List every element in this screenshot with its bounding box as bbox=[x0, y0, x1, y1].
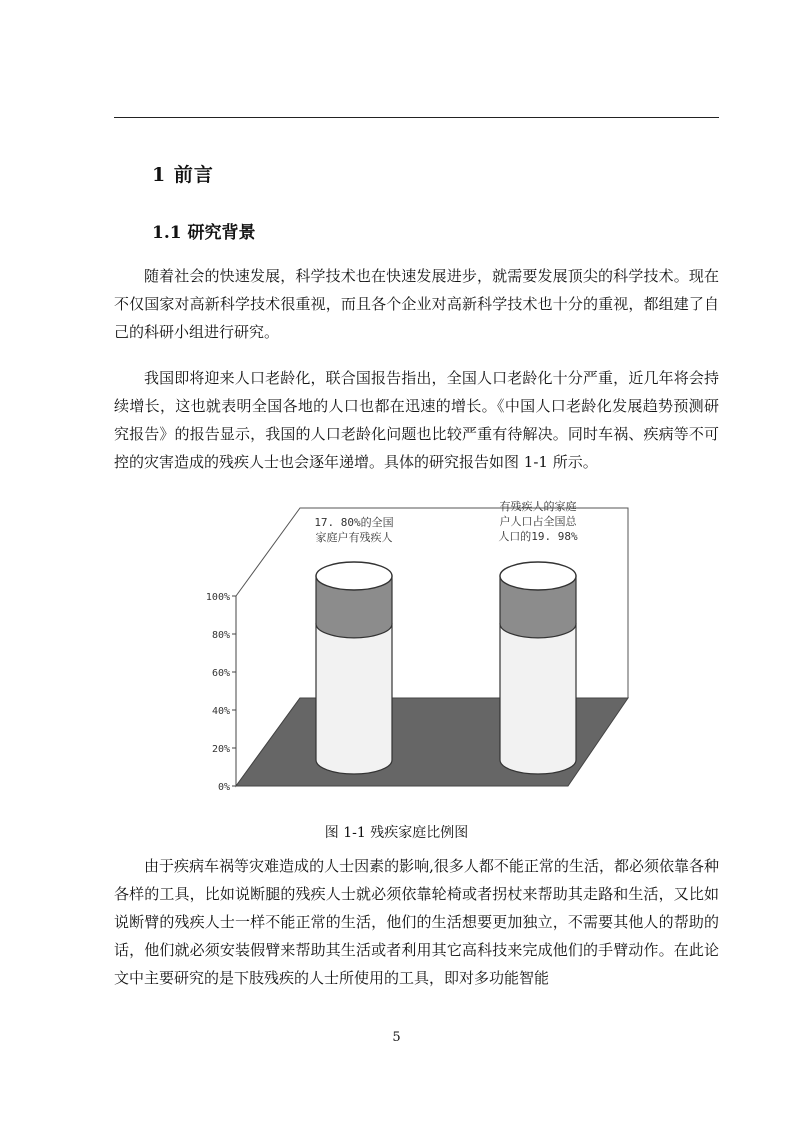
cylinder-bottom-segment bbox=[500, 624, 576, 774]
y-tick-label: 20% bbox=[211, 744, 230, 755]
y-tick-label: 40% bbox=[211, 706, 230, 717]
header-rule bbox=[114, 117, 719, 118]
bar-annotation: 17. 80%的全国 bbox=[314, 516, 394, 529]
paragraph-2: 我国即将迎来人口老龄化，联合国报告指出，全国人口老龄化十分严重，近几年将会持续增长，这也就表明全国各地的人口也都在迅速的增长。《中国人口老龄化发展趋势预测研究报告》的报告显示，我国的人口老龄化问题也比较严重有待解决。同时车祸、疾病等不可控的灾害造成的残疾人士也会逐年递增。具体的研究报告如图 1-1 所示。 bbox=[114, 369, 719, 471]
y-tick-label: 100% bbox=[205, 592, 230, 603]
subsection-title: 1.1 研究背景 bbox=[152, 223, 256, 243]
y-tick-label: 60% bbox=[211, 668, 230, 679]
bar-annotation: 人口的19. 98% bbox=[498, 530, 578, 543]
bar-annotation: 有残疾人的家庭 bbox=[499, 500, 577, 513]
page-number: 5 bbox=[392, 1030, 401, 1045]
cylinder-bottom-segment bbox=[316, 624, 392, 774]
cylinder-top-cap bbox=[316, 562, 392, 590]
section-title: 1 前言 bbox=[152, 164, 214, 186]
y-tick-label: 0% bbox=[217, 782, 230, 793]
figure-caption: 图 1-1 残疾家庭比例图 bbox=[324, 825, 469, 841]
cylinder-top-cap bbox=[500, 562, 576, 590]
chart-svg bbox=[190, 498, 630, 820]
paragraph-3: 由于疾病车祸等灾难造成的人士因素的影响,很多人都不能正常的生活，都必须依靠各种各样的工具，比如说断腿的残疾人士就必须依靠轮椅或者拐杖来帮助其走路和生活，又比如说断臂的残疾人士一样不能正常的生活，他们的生活想要更加独立，不需要其他人的帮助的话，他们就必须安装假臂来帮助其生活或者利用其它高科技来完成他们的手臂动作。在此论文中主要研究的是下肢残疾的人士所使用的工具，即对多功能智能 bbox=[114, 857, 719, 987]
figure-1-1 bbox=[190, 498, 630, 820]
bar-annotation: 家庭户有残疾人 bbox=[315, 531, 393, 544]
paragraph-1: 随着社会的快速发展，科学技术也在快速发展进步，就需要发展顶尖的科学技术。现在不仅国家对高新科学技术很重视，而且各个企业对高新科学技术也十分的重视，都组建了自己的科研小组进行研究。 bbox=[114, 267, 719, 341]
y-tick-label: 80% bbox=[211, 630, 230, 641]
bar-annotation: 户人口占全国总 bbox=[499, 515, 577, 528]
